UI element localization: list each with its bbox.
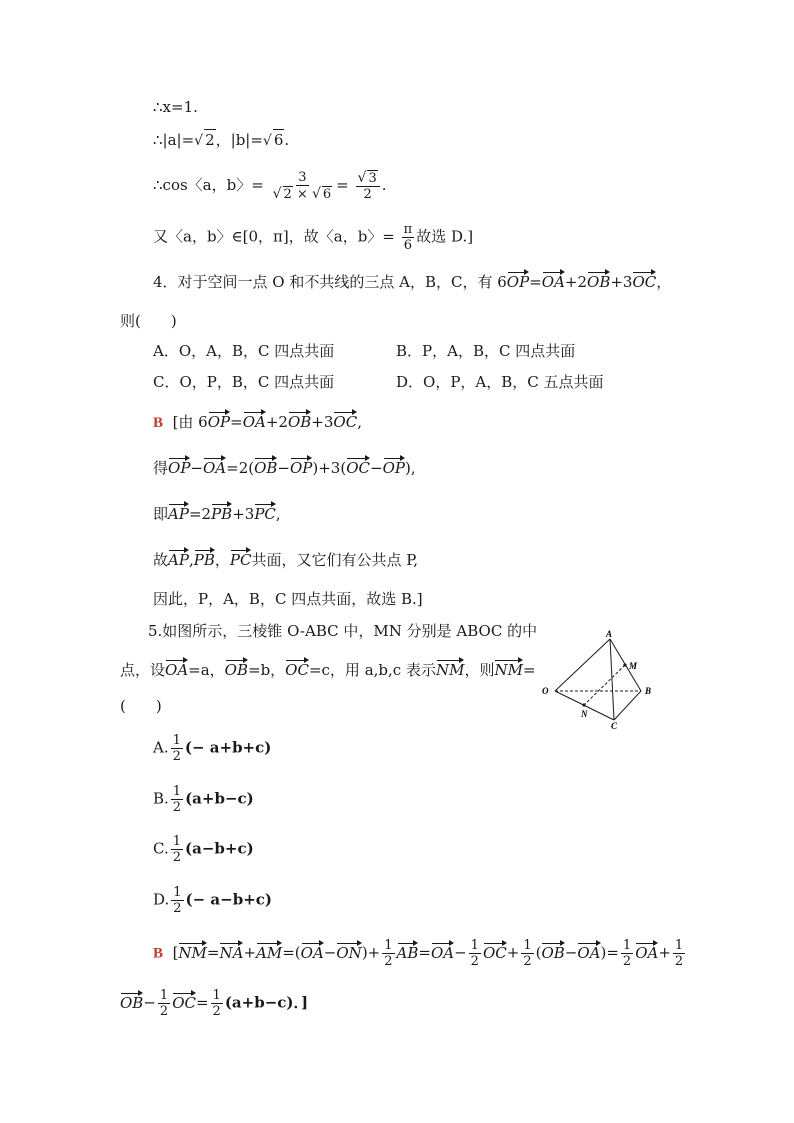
vector-OA: OA [242, 413, 266, 431]
label-O: O [542, 686, 549, 696]
segment-MN-hidden [584, 665, 625, 705]
text: = [230, 413, 243, 431]
label-M: M [629, 661, 638, 671]
numerator: π [403, 222, 413, 237]
text: , [357, 413, 362, 431]
text: ，|b|= [215, 131, 263, 149]
vector-OC: OC [285, 661, 309, 679]
q4-option-c: C．O，P，B，C 四点共面 [153, 373, 335, 391]
q5-option-a: A. $\frac{1}{2}$ (− a+b+c) [153, 733, 272, 764]
vector-OP: OP [382, 459, 405, 477]
vector-OB: OB [541, 943, 565, 962]
vector-PC: PC [254, 505, 276, 523]
vector-PC: PC [229, 551, 252, 569]
fraction [402, 222, 415, 253]
q4-option-a: A．O，A，B，C 四点共面 [153, 342, 335, 360]
vector-NM: NM [178, 943, 207, 962]
vector-OP: OP [168, 459, 191, 477]
vector-PB: PB [193, 551, 215, 569]
text: 又〈a，b〉∈[0，π]，故〈a，b〉= [153, 227, 395, 246]
vector-OA: OA [202, 459, 227, 477]
vector-OA: OA [541, 273, 565, 291]
fraction [271, 170, 335, 202]
text: +2 [564, 273, 588, 291]
q5-stem-2: 点，设OA=a，OB=b，OC=c，用 a,b,c 表示NM，则NM= [120, 661, 536, 679]
vector-AB: AB [396, 943, 419, 962]
vector-OC: OC [333, 413, 358, 431]
text: . [284, 131, 290, 149]
sqrt-sign: √ [194, 133, 204, 149]
solution-line-x: ∴x=1. [153, 98, 198, 116]
vector-NA: NA [219, 943, 244, 962]
denominator: 6 [403, 238, 413, 253]
vector-OC: OC [172, 993, 196, 1012]
denominator: 2 [363, 187, 372, 202]
answer-letter: B [153, 415, 164, 431]
vector-OC: OC [482, 943, 507, 962]
answer-letter: B [153, 945, 164, 962]
q5-stem-1: 5.如图所示，三棱锥 O-ABC 中，MN 分别是 ABOC 的中 [148, 622, 538, 640]
vector-OA: OA [577, 943, 601, 962]
vector-OA: OA [430, 943, 455, 962]
vector-OA: OA [165, 661, 189, 679]
q4-solution-3: 即AP=2PB+3PC, [153, 505, 281, 523]
text: . [381, 176, 387, 194]
text: +2 [265, 413, 288, 431]
text: 4．对于空间一点 O 和不共线的三点 A，B，C，有 6 [153, 273, 507, 291]
point-N [582, 703, 585, 706]
vector-AP: AP [168, 551, 189, 569]
q4-solution-4: 故AP,PB，PC共面，又它们有公共点 P, [153, 551, 419, 569]
fraction [356, 170, 380, 202]
text: 故选 D.] [416, 227, 474, 246]
solution-line-angle [153, 222, 473, 253]
solution-line-norms [153, 129, 289, 151]
text: ， [656, 273, 672, 291]
point-M [623, 663, 626, 666]
q4-option-d: D．O，P，A，B，C 五点共面 [396, 373, 604, 391]
q4-option-b: B．P，A，B，C 四点共面 [396, 342, 576, 360]
vector-OC: OC [346, 459, 370, 477]
text: = [529, 273, 542, 291]
numerator: 3 [298, 170, 307, 185]
vector-ON: ON [336, 943, 362, 962]
tetrahedron-figure [538, 628, 662, 732]
vector-OP: OP [290, 459, 313, 477]
label-B: B [645, 686, 652, 696]
vector-OA: OA [635, 943, 659, 962]
q5-solution-1: B [NM=NA+AM=(OA−ON)+ $\frac{1}{2}$ AB=OA− $\frac{1}{2}$ OC+ $\frac{1}{2}$ (OB−OA)= $\frac{1}{2}$ OA+ $\frac{1}{2}$ [153, 938, 684, 969]
q4-solution-5: 因此，P，A，B，C 四点共面，故选 B.] [153, 590, 423, 608]
text: = [336, 176, 349, 194]
vector-OB: OB [587, 273, 611, 291]
vector-NM: NM [435, 661, 465, 679]
vector-AM: AM [256, 943, 283, 962]
label-A: A [606, 629, 613, 639]
vector-AP: AP [168, 505, 189, 523]
denominator: √ 2 × √ 6 [272, 186, 332, 202]
label-N: N [581, 709, 588, 719]
vector-PB: PB [211, 505, 233, 523]
sqrt-sign: √ [262, 133, 272, 149]
text: +3 [311, 413, 334, 431]
vector-OB: OB [254, 459, 278, 477]
text: ∴cos〈a，b〉= [153, 176, 264, 194]
vector-OB: OB [120, 993, 144, 1012]
numerator: √ 3 [356, 170, 380, 187]
edge-CB [614, 691, 641, 720]
text: +3 [610, 273, 633, 291]
q5-option-d: D. $\frac{1}{2}$ (− a−b+c) [153, 885, 273, 916]
label-C: C [611, 721, 618, 731]
vector-OP: OP [207, 413, 231, 431]
solution-line-cos [153, 170, 387, 202]
vector-OB: OB [287, 413, 312, 431]
q5-option-c: C. $\frac{1}{2}$ (a−b+c) [153, 834, 254, 865]
edge-OA [555, 639, 610, 691]
vector-OP: OP [506, 273, 530, 291]
vector-OC: OC [632, 273, 657, 291]
q4-then: 则( ) [120, 312, 177, 330]
q5-solution-2: OB− $\frac{1}{2}$ OC= $\frac{1}{2}$ (a+b−c)．] [120, 988, 309, 1019]
vector-OA: OA [300, 943, 324, 962]
text: [由 6 [172, 413, 208, 431]
vector-OB: OB [224, 661, 248, 679]
q5-option-b: B. $\frac{1}{2}$ (a+b−c) [153, 784, 254, 815]
q4-solution-1 [153, 412, 362, 433]
q4-solution-2: 得OP−OA=2(OB−OP)+3(OC−OP), [153, 459, 416, 477]
q4-stem [153, 272, 671, 292]
vector-NM: NM [494, 661, 523, 679]
sqrt-value: 2 [205, 131, 215, 149]
text: ∴|a|= [153, 131, 195, 149]
q5-stem-3: ( ) [120, 697, 162, 715]
sqrt-value: 6 [273, 131, 284, 149]
